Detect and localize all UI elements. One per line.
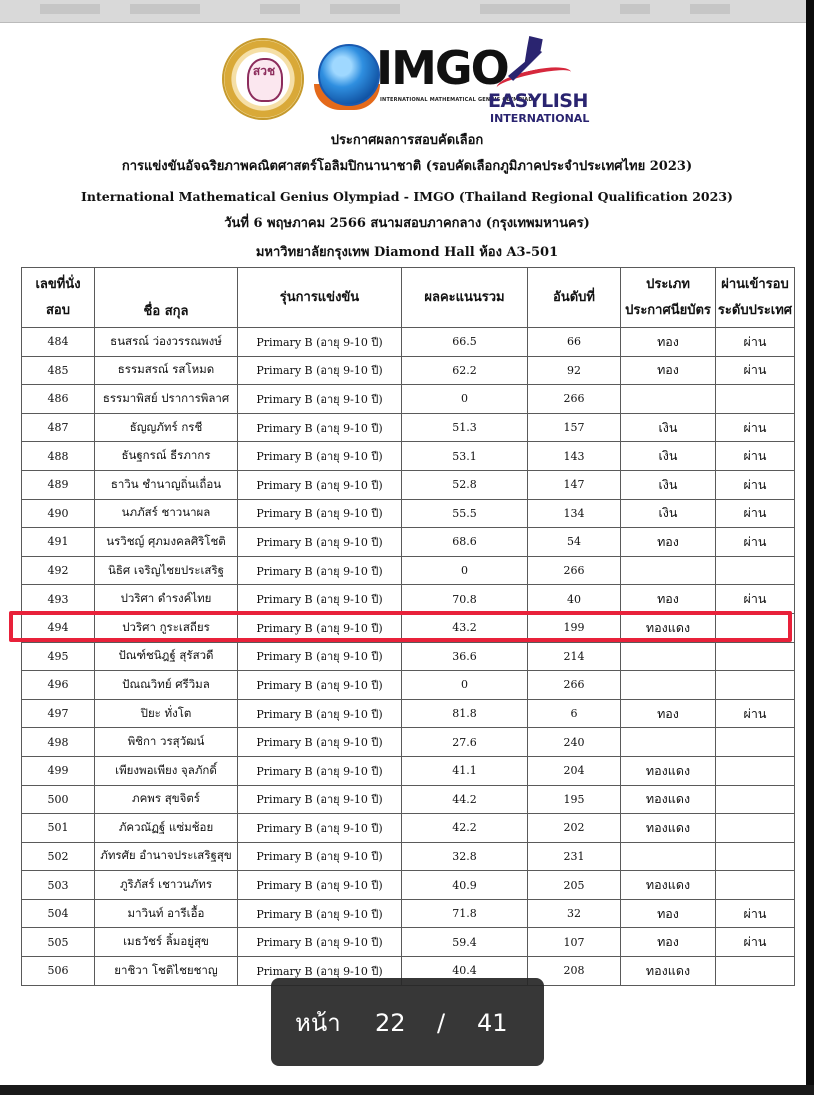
cell-rank: 231	[528, 842, 621, 871]
cell-pass	[716, 613, 795, 642]
cell-seat: 491	[22, 528, 95, 557]
cell-pass: ผ่าน	[716, 899, 795, 928]
cell-pass	[716, 785, 795, 814]
table-row	[22, 642, 795, 671]
table-row	[22, 585, 795, 614]
cell-rank: 32	[528, 899, 621, 928]
cell-level: Primary B (อายุ 9-10 ปี)	[238, 871, 402, 900]
cell-level: Primary B (อายุ 9-10 ปี)	[238, 528, 402, 557]
header-name: ชื่อ สกุล	[95, 268, 238, 328]
cell-rank: 214	[528, 642, 621, 671]
cell-level: Primary B (อายุ 9-10 ปี)	[238, 756, 402, 785]
cell-rank: 147	[528, 470, 621, 499]
cell-pass: ผ่าน	[716, 499, 795, 528]
cell-name: ภูริภัสร์ เชาวนภัทร	[95, 871, 238, 900]
table-header-row	[22, 268, 795, 328]
cell-score: 51.3	[402, 413, 528, 442]
cell-rank: 240	[528, 728, 621, 757]
cell-name: ปวริศา กูระเสถียร	[95, 613, 238, 642]
cell-name: ธรรมาพิสย์ ปราการพิลาศ	[95, 385, 238, 414]
cell-score: 32.8	[402, 842, 528, 871]
cell-score: 70.8	[402, 585, 528, 614]
cell-pass	[716, 871, 795, 900]
cell-rank: 66	[528, 328, 621, 357]
cell-score: 44.2	[402, 785, 528, 814]
cell-score: 66.5	[402, 328, 528, 357]
cell-seat: 490	[22, 499, 95, 528]
cell-pass: ผ่าน	[716, 528, 795, 557]
cell-seat: 492	[22, 556, 95, 585]
cell-level: Primary B (อายุ 9-10 ปี)	[238, 470, 402, 499]
cell-score: 43.2	[402, 613, 528, 642]
cell-rank: 107	[528, 928, 621, 957]
cell-name: เพียงพอเพียง จุลภักดิ์	[95, 756, 238, 785]
cell-name: ปิยะ ทั่งโต	[95, 699, 238, 728]
table-row	[22, 814, 795, 843]
cell-medal: เงิน	[621, 442, 716, 471]
cell-seat: 494	[22, 613, 95, 642]
cell-seat: 506	[22, 957, 95, 986]
page-label: หน้า	[295, 1009, 341, 1037]
table-row	[22, 785, 795, 814]
cell-name: ปัณฑ์ชนิฎฐ์ สุรัสวดี	[95, 642, 238, 671]
cell-medal: ทอง	[621, 899, 716, 928]
cell-level: Primary B (อายุ 9-10 ปี)	[238, 671, 402, 700]
table-row	[22, 842, 795, 871]
cell-pass	[716, 756, 795, 785]
table-row	[22, 871, 795, 900]
cell-score: 40.4	[402, 957, 528, 986]
exam-room: มหาวิทยาลัยกรุงเทพ Diamond Hall ห้อง A3-501	[255, 245, 559, 260]
cell-score: 59.4	[402, 928, 528, 957]
cell-level: Primary B (อายุ 9-10 ปี)	[238, 728, 402, 757]
cell-score: 42.2	[402, 814, 528, 843]
cell-score: 62.2	[402, 356, 528, 385]
current-page: 22	[375, 1009, 406, 1037]
cell-medal: ทอง	[621, 528, 716, 557]
globe-icon	[318, 44, 380, 106]
institute-seal-logo	[222, 38, 304, 120]
cell-pass: ผ่าน	[716, 470, 795, 499]
table-row	[22, 699, 795, 728]
cell-level: Primary B (อายุ 9-10 ปี)	[238, 613, 402, 642]
table-row	[22, 556, 795, 585]
cell-medal: เงิน	[621, 413, 716, 442]
cell-pass: ผ่าน	[716, 413, 795, 442]
cell-score: 81.8	[402, 699, 528, 728]
cell-level: Primary B (อายุ 9-10 ปี)	[238, 328, 402, 357]
cell-seat: 502	[22, 842, 95, 871]
cell-pass: ผ่าน	[716, 585, 795, 614]
cell-seat: 498	[22, 728, 95, 757]
easylish-logo-sub: INTERNATIONAL	[490, 112, 590, 125]
easylish-logo	[488, 36, 588, 128]
cell-level: Primary B (อายุ 9-10 ปี)	[238, 442, 402, 471]
cell-seat: 489	[22, 470, 95, 499]
cell-pass: ผ่าน	[716, 928, 795, 957]
cell-rank: 202	[528, 814, 621, 843]
cell-level: Primary B (อายุ 9-10 ปี)	[238, 413, 402, 442]
table-row	[22, 413, 795, 442]
cell-score: 71.8	[402, 899, 528, 928]
cell-rank: 40	[528, 585, 621, 614]
cell-rank: 266	[528, 671, 621, 700]
cell-rank: 204	[528, 756, 621, 785]
cell-medal: ทองแดง	[621, 756, 716, 785]
competition-title-english: International Mathematical Genius Olympiad - IMGO (Thailand Regional Qualification 2023)	[81, 189, 733, 204]
imgo-logo-subtitle: INTERNATIONAL MATHEMATICAL GENIUS OLYMPIAD	[380, 97, 533, 103]
cell-seat: 486	[22, 385, 95, 414]
cell-seat: 500	[22, 785, 95, 814]
cell-level: Primary B (อายุ 9-10 ปี)	[238, 385, 402, 414]
table-row	[22, 928, 795, 957]
table-row	[22, 356, 795, 385]
cell-score: 52.8	[402, 470, 528, 499]
cell-medal: ทองแดง	[621, 871, 716, 900]
cell-rank: 134	[528, 499, 621, 528]
cell-name: ธันฐกรณ์ ธีรภากร	[95, 442, 238, 471]
cell-pass	[716, 556, 795, 585]
cell-seat: 485	[22, 356, 95, 385]
cell-score: 0	[402, 671, 528, 700]
cell-rank: 6	[528, 699, 621, 728]
cell-rank: 208	[528, 957, 621, 986]
cell-rank: 195	[528, 785, 621, 814]
cell-score: 40.9	[402, 871, 528, 900]
cell-pass	[716, 842, 795, 871]
cell-medal	[621, 642, 716, 671]
cell-seat: 501	[22, 814, 95, 843]
header-seat: เลขที่นั่ง สอบ	[22, 268, 95, 328]
cell-name: นิธิศ เจริญไชยประเสริฐ	[95, 556, 238, 585]
easylish-logo-name: EASYLISH	[488, 90, 588, 112]
table-row	[22, 328, 795, 357]
cell-level: Primary B (อายุ 9-10 ปี)	[238, 642, 402, 671]
header-level: รุ่นการแข่งขัน	[238, 268, 402, 328]
cell-rank: 266	[528, 385, 621, 414]
cell-medal: ทองแดง	[621, 785, 716, 814]
cell-pass	[716, 385, 795, 414]
cell-medal: ทองแดง	[621, 814, 716, 843]
cell-score: 55.5	[402, 499, 528, 528]
cell-medal: เงิน	[621, 470, 716, 499]
cell-level: Primary B (อายุ 9-10 ปี)	[238, 499, 402, 528]
cell-rank: 205	[528, 871, 621, 900]
cell-medal: ทอง	[621, 328, 716, 357]
cell-rank: 92	[528, 356, 621, 385]
cell-medal	[621, 671, 716, 700]
cell-seat: 504	[22, 899, 95, 928]
cell-pass	[716, 814, 795, 843]
cell-medal	[621, 385, 716, 414]
table-row	[22, 728, 795, 757]
table-row	[22, 499, 795, 528]
cell-seat: 503	[22, 871, 95, 900]
results-body	[22, 328, 795, 986]
cell-level: Primary B (อายุ 9-10 ปี)	[238, 699, 402, 728]
cell-level: Primary B (อายุ 9-10 ปี)	[238, 585, 402, 614]
cell-name: ธนสรณ์ ว่องวรรณพงษ์	[95, 328, 238, 357]
announcement-title: ประกาศผลการสอบคัดเลือก	[330, 133, 484, 148]
cell-seat: 495	[22, 642, 95, 671]
cell-name: ธาวิน ชำนาญถิ่นเถื่อน	[95, 470, 238, 499]
previous-page-edge	[0, 0, 814, 23]
cell-seat: 496	[22, 671, 95, 700]
logo-strip	[0, 36, 814, 132]
cell-score: 27.6	[402, 728, 528, 757]
cell-medal: ทองแดง	[621, 613, 716, 642]
cell-score: 0	[402, 385, 528, 414]
cell-pass: ผ่าน	[716, 442, 795, 471]
cell-pass	[716, 671, 795, 700]
table-row	[22, 899, 795, 928]
header-pass: ผ่านเข้ารอบ ระดับประเทศ	[716, 268, 795, 328]
cell-medal: ทองแดง	[621, 957, 716, 986]
cell-score: 36.6	[402, 642, 528, 671]
cell-name: พิชิกา วรสุวัฒน์	[95, 728, 238, 757]
cell-name: ธัญญภัทร์ กรชี	[95, 413, 238, 442]
header-score: ผลคะแนนรวม	[402, 268, 528, 328]
table-row	[22, 613, 795, 642]
cell-name: ยาชิวา โชติไชยชาญ	[95, 957, 238, 986]
table-row	[22, 671, 795, 700]
cell-name: ภัควณัฏฐ์ แซ่มช้อย	[95, 814, 238, 843]
cell-pass: ผ่าน	[716, 356, 795, 385]
exam-date-venue: วันที่ 6 พฤษภาคม 2566 สนามสอบภาคกลาง (กรุงเทพมหานคร)	[224, 216, 590, 231]
cell-score: 68.6	[402, 528, 528, 557]
page-separator: /	[437, 1009, 446, 1037]
cell-name: ปัณณวิทย์ ศรีวิมล	[95, 671, 238, 700]
cell-rank: 199	[528, 613, 621, 642]
cell-medal	[621, 556, 716, 585]
cell-pass	[716, 957, 795, 986]
cell-score: 53.1	[402, 442, 528, 471]
cell-level: Primary B (อายุ 9-10 ปี)	[238, 928, 402, 957]
total-pages: 41	[477, 1009, 508, 1037]
cell-name: นรวิชญ์ ศุภมงคลศิริโชติ	[95, 528, 238, 557]
cell-level: Primary B (อายุ 9-10 ปี)	[238, 556, 402, 585]
cell-seat: 488	[22, 442, 95, 471]
cell-medal: ทอง	[621, 928, 716, 957]
cell-level: Primary B (อายุ 9-10 ปี)	[238, 957, 402, 986]
cell-pass	[716, 642, 795, 671]
table-row	[22, 442, 795, 471]
cell-rank: 266	[528, 556, 621, 585]
cell-medal: ทอง	[621, 699, 716, 728]
cell-medal	[621, 728, 716, 757]
cell-name: ปวริศา ดำรงค์ไทย	[95, 585, 238, 614]
cell-seat: 493	[22, 585, 95, 614]
cell-score: 41.1	[402, 756, 528, 785]
cell-pass	[716, 728, 795, 757]
cell-level: Primary B (อายุ 9-10 ปี)	[238, 899, 402, 928]
imgo-logo-title: IMGO	[376, 41, 508, 95]
cell-name: นภภัสร์ ชาวนาผล	[95, 499, 238, 528]
table-row	[22, 385, 795, 414]
cell-medal: ทอง	[621, 356, 716, 385]
cell-name: ภัทรศัย อำนาจประเสริฐสุข	[95, 842, 238, 871]
cell-seat: 497	[22, 699, 95, 728]
table-row	[22, 470, 795, 499]
cell-name: ภคพร สุขจิตร์	[95, 785, 238, 814]
cell-name: ธรรมสรณ์ รสโหมด	[95, 356, 238, 385]
table-row	[22, 756, 795, 785]
cell-level: Primary B (อายุ 9-10 ปี)	[238, 842, 402, 871]
competition-title-thai: การแข่งขันอัจฉริยภาพคณิตศาสตร์โอลิมปิกนานาชาติ (รอบคัดเลือกภูมิภาคประจำประเทศไทย 2023)	[121, 159, 693, 174]
cell-rank: 157	[528, 413, 621, 442]
viewer-bottom-edge	[0, 1085, 814, 1095]
cell-pass: ผ่าน	[716, 328, 795, 357]
cell-pass: ผ่าน	[716, 699, 795, 728]
cell-seat: 499	[22, 756, 95, 785]
cell-level: Primary B (อายุ 9-10 ปี)	[238, 814, 402, 843]
page-indicator	[271, 978, 544, 1066]
cell-name: มาวินท์ อารีเอื้อ	[95, 899, 238, 928]
cell-rank: 143	[528, 442, 621, 471]
cell-level: Primary B (อายุ 9-10 ปี)	[238, 785, 402, 814]
cell-medal: เงิน	[621, 499, 716, 528]
cell-score: 0	[402, 556, 528, 585]
table-row	[22, 528, 795, 557]
seal-letters: สวช	[252, 64, 276, 78]
cell-seat: 487	[22, 413, 95, 442]
header-medal: ประเภท ประกาศนียบัตร	[621, 268, 716, 328]
cell-seat: 484	[22, 328, 95, 357]
imgo-logo	[314, 41, 533, 118]
header-rank: อันดับที่	[528, 268, 621, 328]
cell-level: Primary B (อายุ 9-10 ปี)	[238, 356, 402, 385]
cell-medal: ทอง	[621, 585, 716, 614]
cell-seat: 505	[22, 928, 95, 957]
results-table	[21, 267, 795, 986]
cell-medal	[621, 842, 716, 871]
cell-rank: 54	[528, 528, 621, 557]
cell-name: เมธวัชร์ ลิ้มอยู่สุข	[95, 928, 238, 957]
